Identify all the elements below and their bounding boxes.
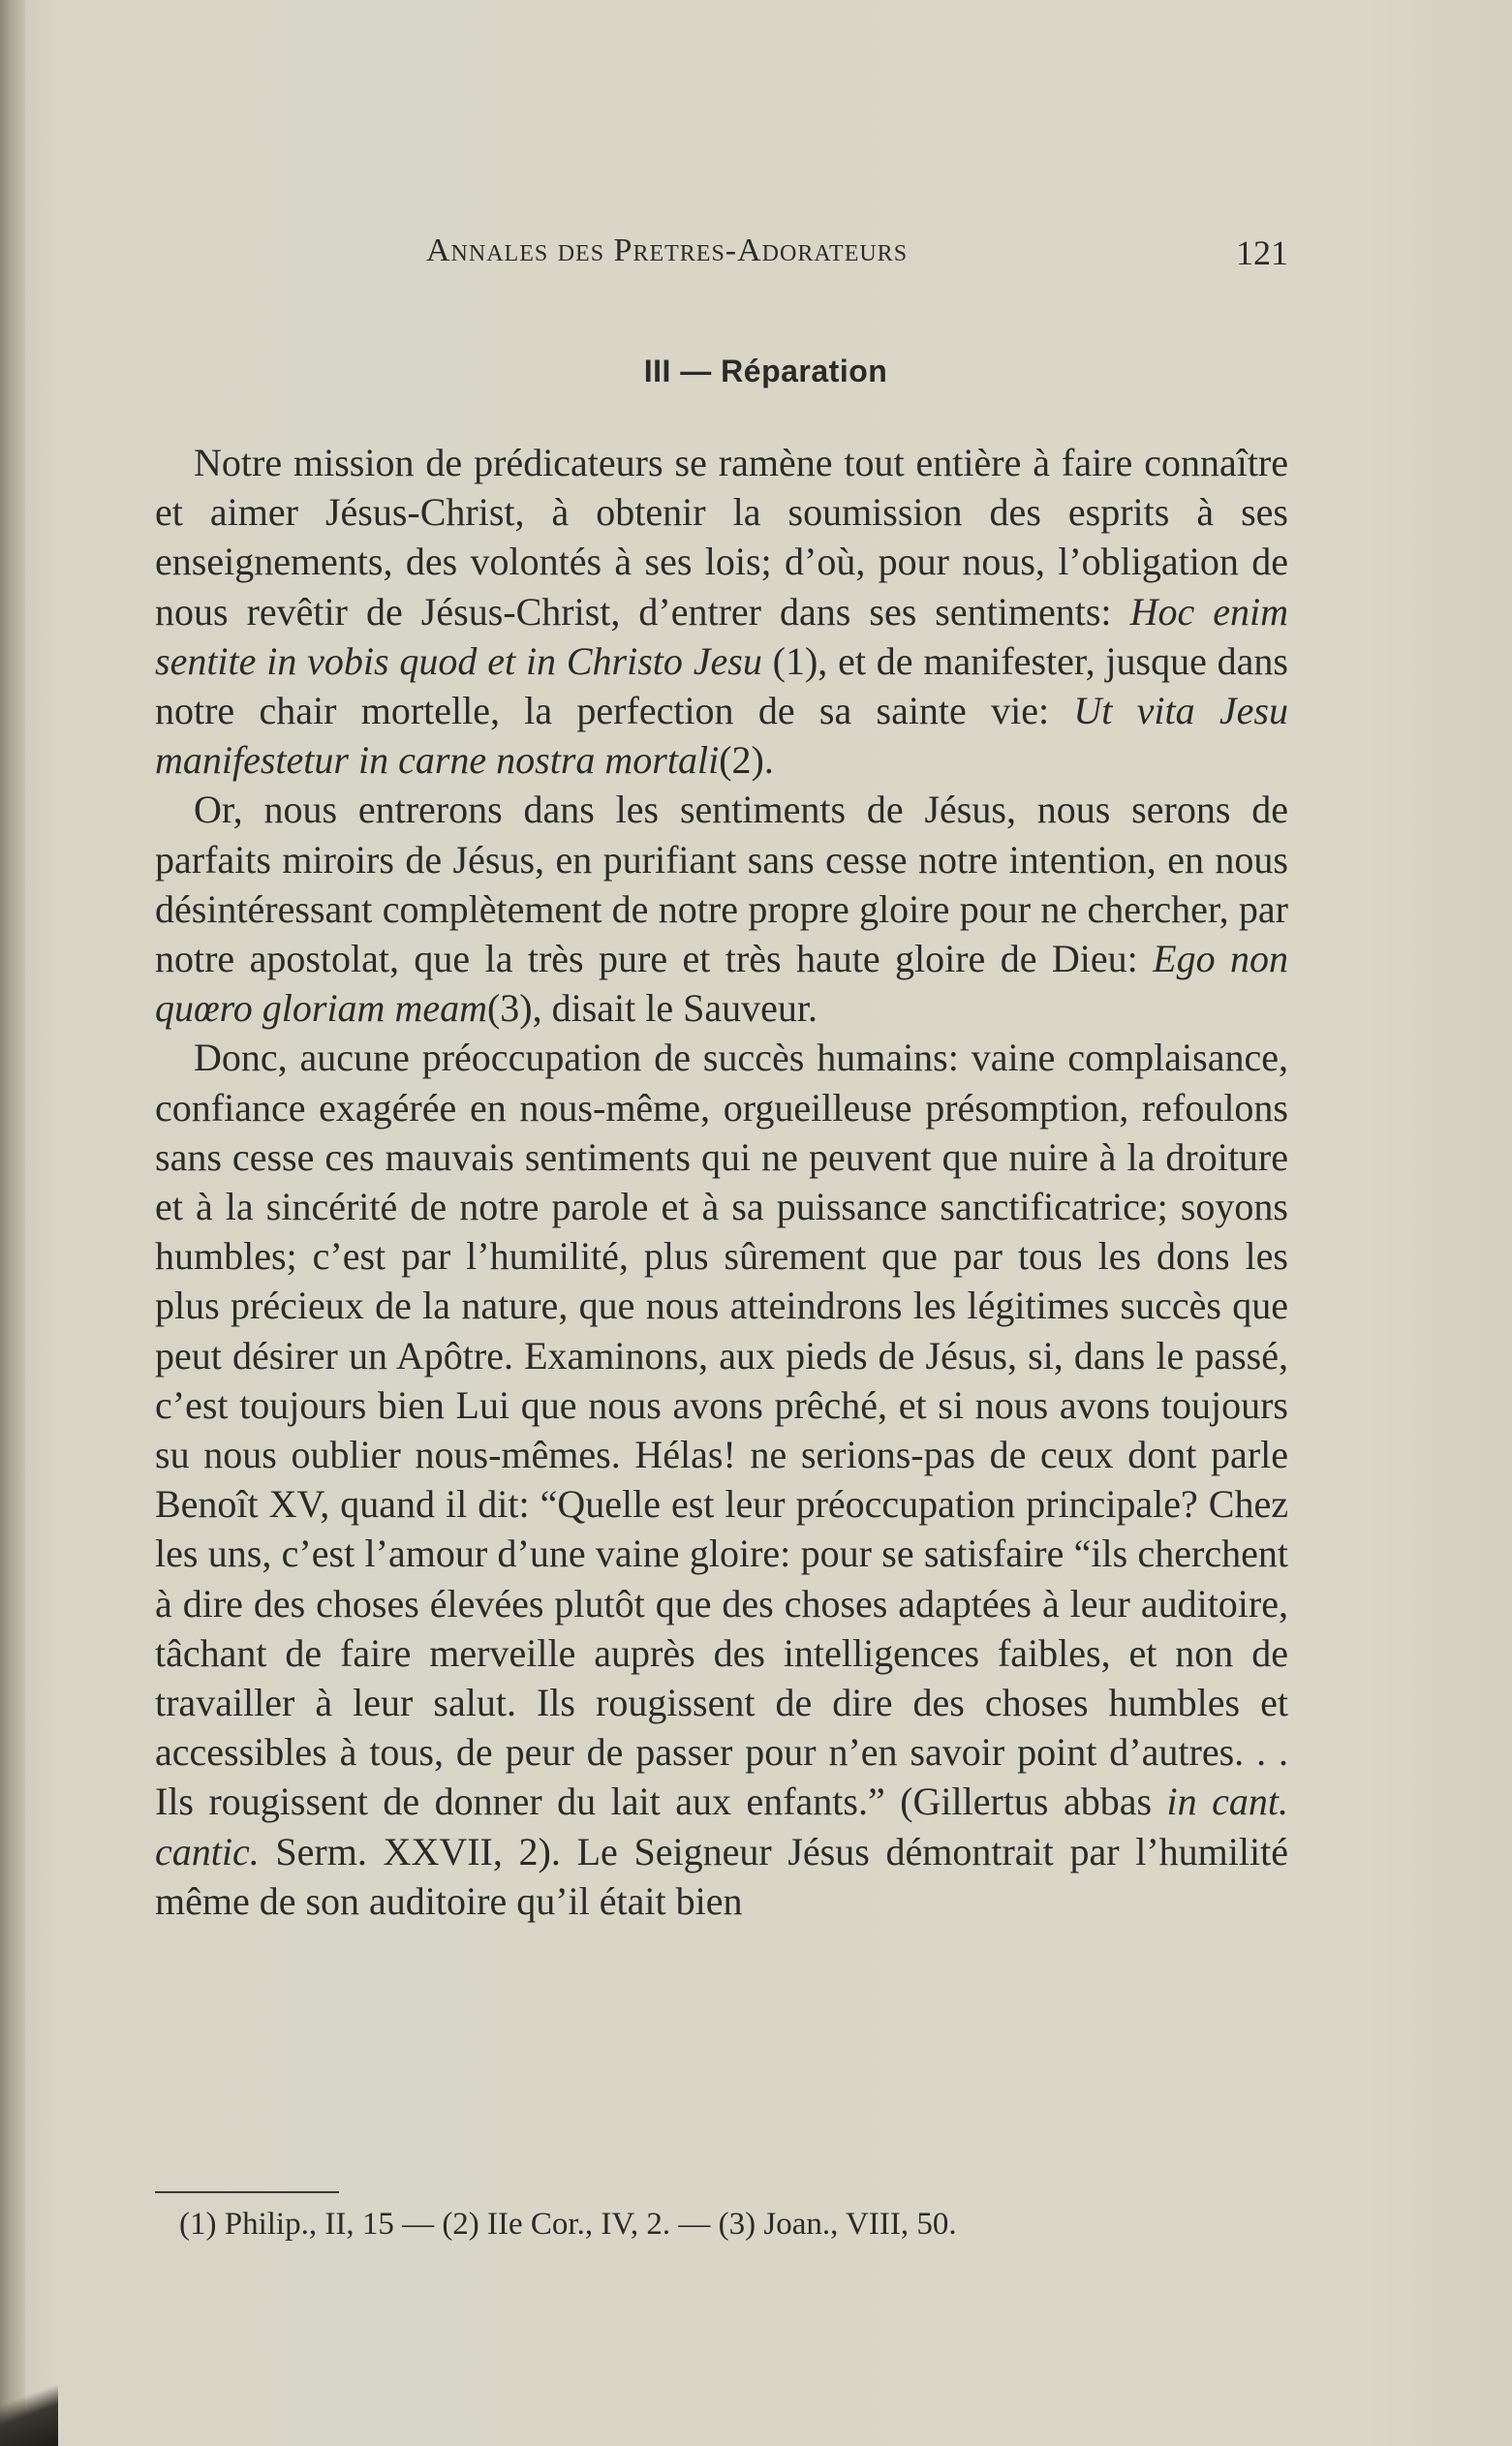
footnote-rule [155, 2191, 339, 2193]
footnotes: (1) Philip., II, 15 — (2) IIe Cor., IV, 2. — (3) Joan., VIII, 50. [179, 2207, 957, 2242]
paragraph-3 [155, 1033, 1288, 1926]
p2-quote-1: Ego non quœro gloriam meam [155, 937, 1289, 1031]
p1-text-1: Notre mission de prédicateurs se ramène tout entière à faire connaître et aimer Jésus-Christ, à obtenir la soumission des esprits à ses enseignements, des volontés à ses lois; d’où, pour nous, l’obligation de nous revêtir de Jésus-Christ, d’entrer dans ses sentiments: [155, 441, 1288, 634]
p1-text-2: (1), et de manifester, jusque dans notre chair mortelle, la perfection de sa sainte vie: [155, 638, 1288, 733]
p1-quote-1: Hoc enim sentite in vobis quod et in Christo Jesu [155, 589, 1288, 683]
p3-text-2: Serm. XXVII, 2). Le Seigneur Jésus démontrait par l’humilité même de son auditoire qu’il était bien [155, 1829, 1288, 1923]
p1-quote-2: Ut vita Jesu manifestetur in carne nostra mortali [155, 689, 1288, 783]
p2-text-2: (3), disait le Sauveur. [486, 986, 818, 1031]
body-text [155, 438, 1288, 1926]
p2-text-1: Or, nous entrerons dans les sentiments de Jésus, nous serons de parfaits miroirs de Jésus, en purifiant sans cesse notre intention, en nous désintéressant complètement de notre propre gloire pour ne chercher, par notre apostolat, que la très pure et très haute gloire de Dieu: [155, 788, 1288, 981]
p1-text-3: (2). [719, 738, 774, 783]
page-number: 121 [1236, 233, 1288, 272]
section-title: III — Réparation [643, 354, 888, 388]
paragraph-1 [155, 438, 1288, 785]
running-title: Annales des Pretres-Adorateurs [426, 232, 909, 268]
p3-text-1: Donc, aucune préoccupation de succès humains: vaine complaisance, confiance exagérée en nous-même, orgueilleuse présomption, refoulons sans cesse ces mauvais sentiments qui ne peuvent que nuire à la droiture et à la sincérité de notre parole et à sa puissance sanctificatrice; soyons humbles; c’est par l’humilité, plus sûrement que par tous les dons les plus précieux de la nature, que nous atteindrons les légitimes succès que peut désirer un Apôtre. Examinons, aux pieds de Jésus, si, dans le passé, c’est toujours bien Lui que nous avons prêché, et si nous avons toujours su nous oublier nous-mêmes. Hélas! ne serions-pas de ceux dont parle Benoît XV, quand il dit: “Quelle est leur préoccupation principale? Chez les uns, c’est l’amour d’une vaine gloire: pour se satisfaire “ils cherchent à dire des choses élevées plutôt que des choses adaptées à leur auditoire, tâchant de faire merveille auprès des intelligences faibles, et non de travailler à leur salut. Ils rougissent de dire des choses humbles et accessibles à tous, de peur de passer pour n’en savoir point d’autres. . . Ils rougissent de donner du lait aux enfants.” (Gillertus abbas [155, 1036, 1288, 1824]
page-header [155, 225, 1288, 283]
page-corner-shadow [0, 2364, 58, 2446]
p3-citation: in cant. cantic. [155, 1780, 1289, 1873]
paragraph-2 [155, 785, 1288, 1033]
